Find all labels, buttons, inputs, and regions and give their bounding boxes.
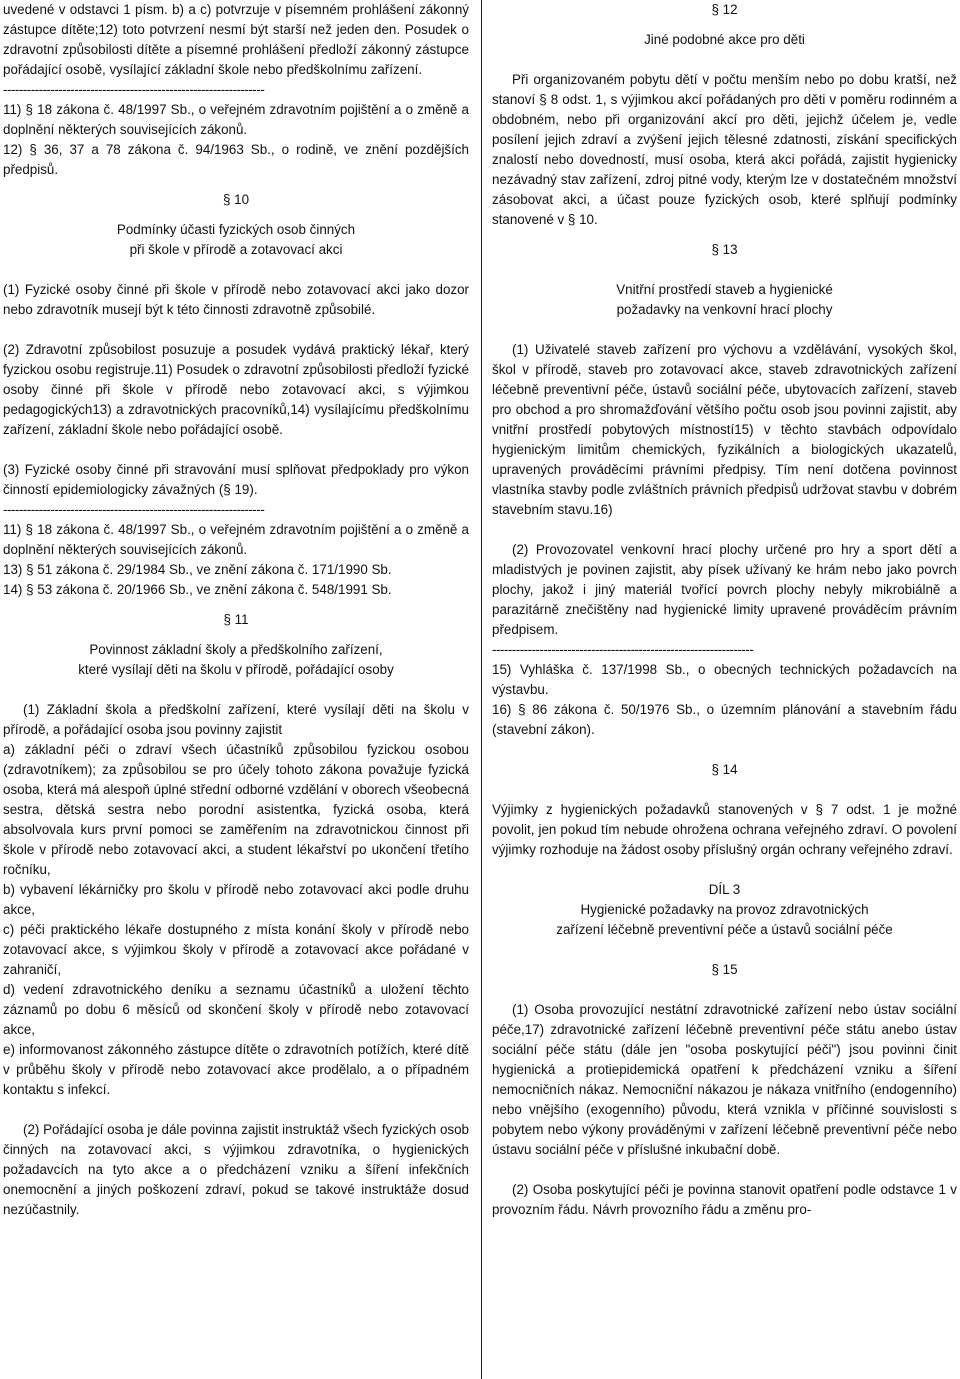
section-13-paragraph-1: (1) Uživatelé staveb zařízení pro výchovu a vzdělávání, vysokých škol, škol v přírodě, staveb pro zotavovací akce, staveb zdravotnických zařízení léčebně preventivní péče, ústavů sociální péče, ubytovacích zařízení, staveb pro obchod a pro shromažďování většího počtu osob jsou povinni zajistit, aby vnitřní prostředí pobytových místností15) v těchto stavbách odpovídalo hygienickým limitům chemických, fyzikálních a biologických ukazatelů, upravených prováděcími právními předpisy. Tím není dotčena povinnost vlastníka stavby podle zvláštních právních předpisů udržovat stavbu v dobrém stavebním stavu.16) [492,342,957,517]
footnote-16: 16) § 86 zákona č. 50/1976 Sb., o územním plánování a stavebním řádu (stavební zákon). [492,702,957,737]
part-3-heading: DÍL 3 [708,882,741,897]
right-column [492,0,957,1220]
footnote-15: 15) Vyhláška č. 137/1998 Sb., o obecných technických požadavcích na výstavbu. [492,662,957,697]
section-10-paragraph-1: (1) Fyzické osoby činné při škole v přírodě nebo zotavovací akci jako dozor nebo zdravotník musejí být k této činnosti zdravotně způsobilé. [3,282,469,317]
footnote-14: 14) § 53 zákona č. 20/1966 Sb., ve znění zákona č. 548/1991 Sb. [3,582,392,597]
column-divider [481,0,482,1379]
footnote-separator: ------------------------------------------------------------------ [3,502,265,517]
footnote-separator: ------------------------------------------------------------------ [492,642,754,657]
part-3-title-line2: zařízení léčebně preventivní péče a ústavů sociální péče [556,922,893,937]
section-11-paragraph-2: (2) Pořádající osoba je dále povinna zajistit instruktáž všech fyzických osob činných na zotavovací akci, s výjimkou zdravotníka, o hygienických požadavcích na tyto akce a o předcházení vzniku a šíření infekčních onemocnění a jiných poškození zdraví, pokud se takové instruktáže dosud nezúčastnily. [3,1122,469,1217]
section-11-item-e: e) informovanost zákonného zástupce dítěte o zdravotních potížích, které dítě v průběhu školy v přírodě nebo zotavovací akce prodělalo, a o případném kontaktu s infekcí. [3,1042,469,1097]
section-12-title: Jiné podobné akce pro děti [644,32,805,47]
footnote-13: 13) § 51 zákona č. 29/1984 Sb., ve znění zákona č. 171/1990 Sb. [3,562,392,577]
section-15-paragraph-2: (2) Osoba poskytující péči je povinna stanovit opatření podle odstavce 1 v provozním řádu. Návrh provozního řádu a změnu pro- [492,1182,957,1217]
section-10-title-line2: při škole v přírodě a zotavovací akci [129,242,343,257]
section-13-number: § 13 [711,242,738,257]
section-12-paragraph: Při organizovaném pobytu dětí v počtu menším nebo po dobu kratší, než stanoví § 8 odst. 1, s výjimkou akcí pořádaných pro děti v poměru rodinném a obdobném, nebo při organizování akcí pro děti, jejichž účelem je, vedle posílení jejich zdraví a zvýšení jejich tělesné zdatnosti, získání specifických znalostí nebo dovedností, musí osoba, která akci pořádá, zajistit hygienicky nezávadný stav zařízení, zdroj pitné vody, kterým lze v dostatečném množství zásobovat akci, a účast pouze fyzických osob, které splňují podmínky stanovené v § 10. [492,72,957,227]
section-15-paragraph-1: (1) Osoba provozující nestátní zdravotnické zařízení nebo ústav sociální péče,17) zdravotnické zařízení léčebně preventivní péče státu anebo ústav sociální péče státu (dále jen "osoba poskytující péči") jsou povinni činit hygienická a protiepidemická opatření k předcházení vzniku a šíření nemocničních nákaz. Nemocniční nákazou je nákaza vnitřního (endogenního) nebo vnějšího (exogenního) původu, která vznikla v příčinné souvislosti s pobytem nebo výkony prováděnými v zařízení léčebně preventivní péče nebo ústavu sociální péče v příslušné inkubační době. [492,1002,957,1157]
section-10-title-line1: Podmínky účasti fyzických osob činných [116,222,356,237]
section-11-paragraph-1: (1) Základní škola a předškolní zařízení, které vysílají děti na školu v přírodě, a pořádající osoba jsou povinny zajistit [3,702,469,737]
section-11-number: § 11 [223,612,249,627]
section-11-title-line2: které vysílají děti na školu v přírodě, pořádající osoby [78,662,394,677]
footnote-11: 11) § 18 zákona č. 48/1997 Sb., o veřejném zdravotním pojištění a o změně a doplnění některých souvisejících zákonů. [3,102,469,137]
section-12-number: § 12 [711,2,738,17]
footnote-separator: ------------------------------------------------------------------ [3,82,265,97]
section-11-item-a: a) základní péči o zdraví všech účastníků způsobilou fyzickou osobou (zdravotníkem); za způsobilou se pro účely tohoto zákona považuje fyzická osoba, která má alespoň úplné střední odborné vzdělání v oborech všeobecná sestra, dětská sestra nebo porodní asistentka, fyzická osoba, která absolvovala kurs první pomoci se zaměřením na zdravotnickou činnost při škole v přírodě nebo zotavovací akci, a student lékařství po ukončení třetího ročníku, [3,742,469,877]
section-11-item-b: b) vybavení lékárničky pro školu v přírodě nebo zotavovací akci podle druhu akce, [3,882,469,917]
footnote-12: 12) § 36, 37 a 78 zákona č. 94/1963 Sb., o rodině, ve znění pozdějších předpisů. [3,142,469,177]
section-14-number: § 14 [711,762,738,777]
section-13-title-line1: Vnitřní prostředí staveb a hygienické [616,282,833,297]
section-13-title-line2: požadavky na venkovní hrací plochy [616,302,833,317]
intro-paragraph: uvedené v odstavci 1 písm. b) a c) potvrzuje v písemném prohlášení zákonný zástupce dítěte;12) toto potvrzení nesmí být starší než jeden den. Posudek o zdravotní způsobilosti dítěte a písemné prohlášení předloží zákonný zástupce pořádající osobě, vysílající základní škole nebo předškolnímu zařízení. [3,2,469,77]
footnote-11: 11) § 18 zákona č. 48/1997 Sb., o veřejném zdravotním pojištění a o změně a doplnění některých souvisejících zákonů. [3,522,469,557]
section-14-paragraph: Výjimky z hygienických požadavků stanovených v § 7 odst. 1 je možné povolit, jen pokud tím nebude ohrožena ochrana veřejného zdraví. O povolení výjimky rozhoduje na žádost osoby příslušný orgán ochrany veřejného zdraví. [492,802,957,857]
section-11-item-c: c) péči praktického lékaře dostupného z místa konání školy v přírodě nebo zotavovací akce, s výjimkou školy v přírodě a zotavovací akce pořádané v zahraničí, [3,922,469,977]
section-13-paragraph-2: (2) Provozovatel venkovní hrací plochy určené pro hry a sport dětí a mladistvých je povinen zajistit, aby písek užívaný ke hrám nebo jako povrch plochy, jakož i jiný materiál tvořící povrch plochy nebyly mikrobiálně a parazitárně znečištěny nad hygienické limity upravené prováděcím právním předpisem. [492,542,957,637]
section-11-title-line1: Povinnost základní školy a předškolního zařízení, [89,642,383,657]
section-10-number: § 10 [222,192,250,207]
section-10-paragraph-2: (2) Zdravotní způsobilost posuzuje a posudek vydává praktický lékař, který fyzickou osobu registruje.11) Posudek o zdravotní způsobilosti předloží fyzické osoby činné při škole v přírodě nebo zotavovací akci, s výjimkou pedagogických13) a zdravotnických pracovníků,14) vysílajícímu předškolnímu zařízení, základní škole nebo pořádající osobě. [3,342,469,437]
section-11-item-d: d) vedení zdravotnického deníku a seznamu účastníků a uložení těchto záznamů po dobu 6 měsíců od skončení školy v přírodě nebo zotavovací akce, [3,982,469,1037]
section-15-number: § 15 [711,962,738,977]
left-column [3,0,469,1220]
part-3-title-line1: Hygienické požadavky na provoz zdravotnických [580,902,869,917]
section-10-paragraph-3: (3) Fyzické osoby činné při stravování musí splňovat předpoklady pro výkon činností epidemiologicky závažných (§ 19). [3,462,469,497]
